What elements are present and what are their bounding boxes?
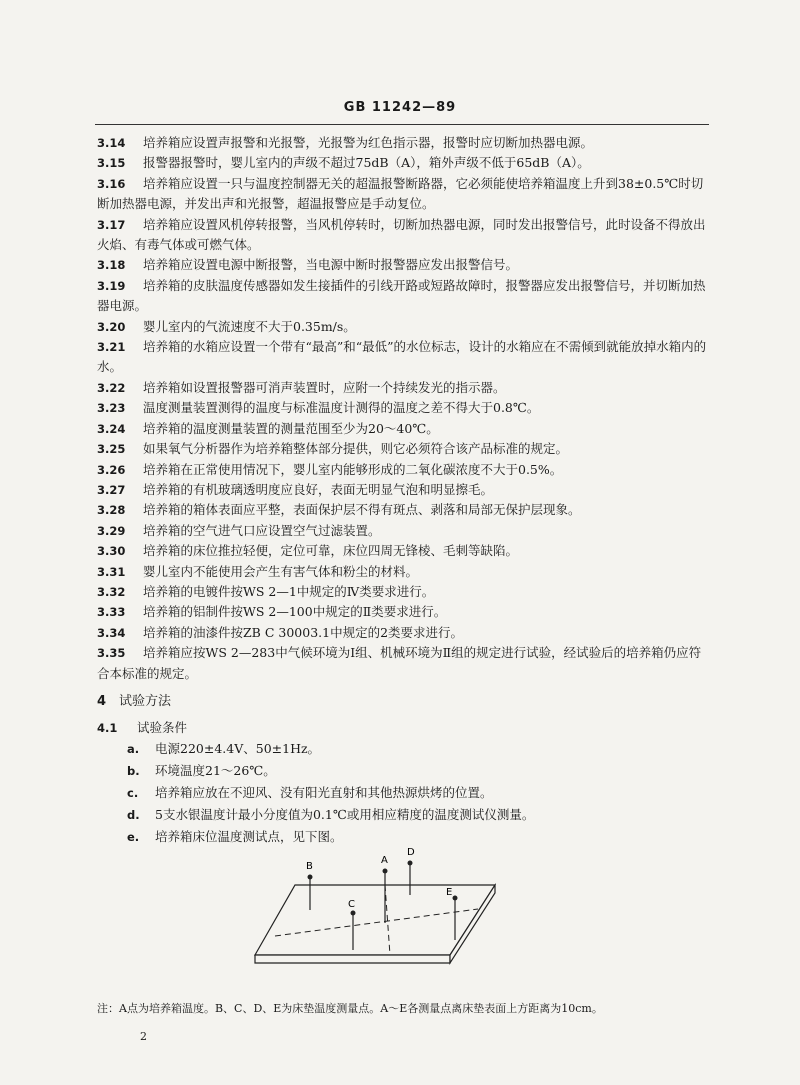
clause-number: 3.26 [97, 462, 126, 477]
clause-number: 3.34 [97, 625, 126, 640]
label-e: E [446, 887, 453, 898]
clause-number: 3.27 [97, 482, 126, 497]
condition-letter: d. [127, 808, 140, 822]
clause-text: 培养箱的箱体表面应平整，表面保护层不得有斑点、剥落和局部无保护层现象。 [143, 502, 581, 518]
clause-item [97, 602, 712, 622]
label-d: D [407, 847, 415, 858]
probe-c-point [351, 911, 356, 916]
clause-item [97, 398, 712, 418]
clause-item [97, 133, 712, 153]
clause-number: 3.32 [97, 584, 126, 599]
condition-list [127, 738, 707, 848]
clause-text: 培养箱的有机玻璃透明度应良好，表面无明显气泡和明显擦毛。 [143, 481, 494, 497]
clause-text: 如果氧气分析器作为培养箱整体部分提供，则它必须符合该产品标准的规定。 [143, 441, 569, 457]
clause-item [97, 215, 712, 256]
clause-number: 3.33 [97, 605, 126, 620]
section-heading [97, 690, 171, 709]
diagram-note: 注：A点为培养箱温度。B、C、D、E为床垫温度测量点。A～E各测量点离床垫表面上方距离为10cm。 [97, 1002, 603, 1015]
standard-number-header: GB 11242—89 [343, 100, 457, 115]
clause-item [97, 317, 712, 337]
page-number: 2 [140, 1030, 147, 1043]
clause-number: 3.22 [97, 380, 126, 395]
clause-number: 3.14 [97, 136, 126, 150]
clause-item [97, 480, 712, 500]
clause-text: 温度测量装置测得的温度与标准温度计测得的温度之差不得大于0.8℃。 [143, 400, 540, 416]
clause-number: 3.28 [97, 503, 126, 518]
condition-text: 5支水银温度计最小分度值为0.1℃或用相应精度的温度测试仪测量。 [155, 807, 535, 822]
condition-letter: e. [127, 830, 140, 844]
clause-number: 3.18 [97, 258, 126, 273]
clause-number: 3.35 [97, 646, 126, 661]
condition-text: 培养箱床位温度测试点，见下图。 [155, 829, 343, 844]
clause-item [97, 521, 712, 541]
label-c: C [348, 899, 355, 910]
clause-list [97, 133, 712, 684]
clause-item [97, 582, 712, 602]
clause-text: 培养箱应设置风机停转报警，当风机停转时，切断加热器电源，同时发出报警信号，此时设备不得放出火焰、有毒气体或可燃气体。 [97, 216, 706, 253]
condition-item [127, 738, 707, 760]
clause-item [97, 153, 712, 173]
condition-text: 电源220±4.4V、50±1Hz。 [155, 741, 321, 756]
clause-item [97, 439, 712, 459]
probe-d-point [408, 861, 413, 866]
condition-letter: b. [127, 764, 140, 778]
condition-letter: a. [127, 742, 140, 756]
clause-item [97, 174, 712, 215]
clause-number: 3.30 [97, 544, 126, 559]
header-rule [95, 124, 709, 125]
clause-text: 培养箱的皮肤温度传感器如发生接插件的引线开路或短路故障时，报警器应发出报警信号，并切断加热器电源。 [97, 277, 706, 314]
clause-number: 3.25 [97, 442, 126, 457]
clause-item [97, 419, 712, 439]
clause-number: 3.31 [97, 564, 126, 579]
clause-number: 3.16 [97, 176, 126, 191]
clause-text: 培养箱的水箱应设置一个带有“最高”和“最低”的水位标志，设计的水箱应在不需倾到就能放掉水箱内的水。 [97, 339, 707, 375]
clause-item [97, 623, 712, 643]
condition-item [127, 760, 707, 782]
clause-text: 培养箱的温度测量装置的测量范围至少为20～40℃。 [143, 420, 439, 436]
clause-item [97, 643, 712, 684]
clause-number: 3.21 [97, 340, 126, 355]
condition-item [127, 804, 707, 826]
clause-text: 培养箱的空气进气口应设置空气过滤装置。 [143, 522, 381, 538]
condition-item [127, 782, 707, 804]
clause-number: 3.29 [97, 523, 126, 538]
clause-number: 3.17 [97, 217, 126, 232]
clause-item [97, 378, 712, 398]
clause-text: 培养箱的油漆件按ZB C 30003.1中规定的2类要求进行。 [143, 624, 464, 640]
clause-text: 婴儿室内不能使用会产生有害气体和粉尘的材料。 [143, 563, 419, 579]
section-title-text: 试验方法 [119, 694, 172, 709]
probe-e-point [453, 896, 458, 901]
probe-b-point [308, 875, 313, 880]
clause-item [97, 337, 712, 378]
section-number: 4 [97, 694, 107, 709]
condition-text: 培养箱应放在不迎风、没有阳光直射和其他热源烘烤的位置。 [155, 785, 493, 800]
clause-text: 报警器报警时，婴儿室内的声级不超过75dB（A），箱外声级不低于65dB（A）。 [143, 155, 590, 171]
clause-item [97, 500, 712, 520]
clause-text: 培养箱的电镀件按WS 2—1中规定的Ⅳ类要求进行。 [143, 583, 435, 599]
clause-number: 3.15 [97, 156, 126, 171]
clause-text: 培养箱应设置一只与温度控制器无关的超温报警断路器，它必须能使培养箱温度上升到38±0.5℃时切断加热器电源，并发出声和光报警，超温报警应是手动复位。 [97, 175, 704, 212]
clause-item [97, 255, 712, 275]
clause-number: 3.20 [97, 319, 126, 334]
probe-a-point [383, 869, 388, 874]
clause-text: 培养箱应设置声报警和光报警，光报警为红色指示器，报警时应切断加热器电源。 [143, 135, 594, 150]
bed-front-edge [255, 955, 450, 963]
clause-item [97, 460, 712, 480]
subsection-title-text: 试验条件 [137, 720, 188, 735]
clause-number: 3.24 [97, 421, 126, 436]
clause-item [97, 562, 712, 582]
clause-text: 培养箱应按WS 2—283中气候环境为Ⅰ组、机械环境为Ⅱ组的规定进行试验，经试验后的培养箱仍应符合本标准的规定。 [97, 645, 702, 681]
clause-text: 培养箱在正常使用情况下，婴儿室内能够形成的二氧化碳浓度不大于0.5%。 [143, 461, 563, 477]
clause-text: 培养箱的铝制件按WS 2—100中规定的Ⅱ类要求进行。 [143, 604, 447, 620]
clause-text: 婴儿室内的气流速度不大于0.35m/s。 [143, 318, 356, 334]
clause-text: 培养箱如设置报警器可消声装置时，应附一个持续发光的指示器。 [143, 379, 506, 395]
condition-letter: c. [127, 786, 139, 800]
subsection-heading [97, 718, 187, 736]
clause-item [97, 276, 712, 317]
label-a: A [381, 855, 388, 866]
condition-text: 环境温度21～26℃。 [155, 763, 276, 778]
clause-number: 3.19 [97, 278, 126, 293]
clause-number: 3.23 [97, 401, 126, 416]
clause-item [97, 541, 712, 561]
clause-text: 培养箱应设置电源中断报警，当电源中断时报警器应发出报警信号。 [143, 257, 519, 273]
subsection-number: 4.1 [97, 721, 118, 735]
label-b: B [306, 861, 313, 872]
bed-test-point-diagram [250, 845, 550, 995]
clause-text: 培养箱的床位推拉轻便，定位可靠，床位四周无锋棱、毛刺等缺陷。 [143, 543, 519, 559]
